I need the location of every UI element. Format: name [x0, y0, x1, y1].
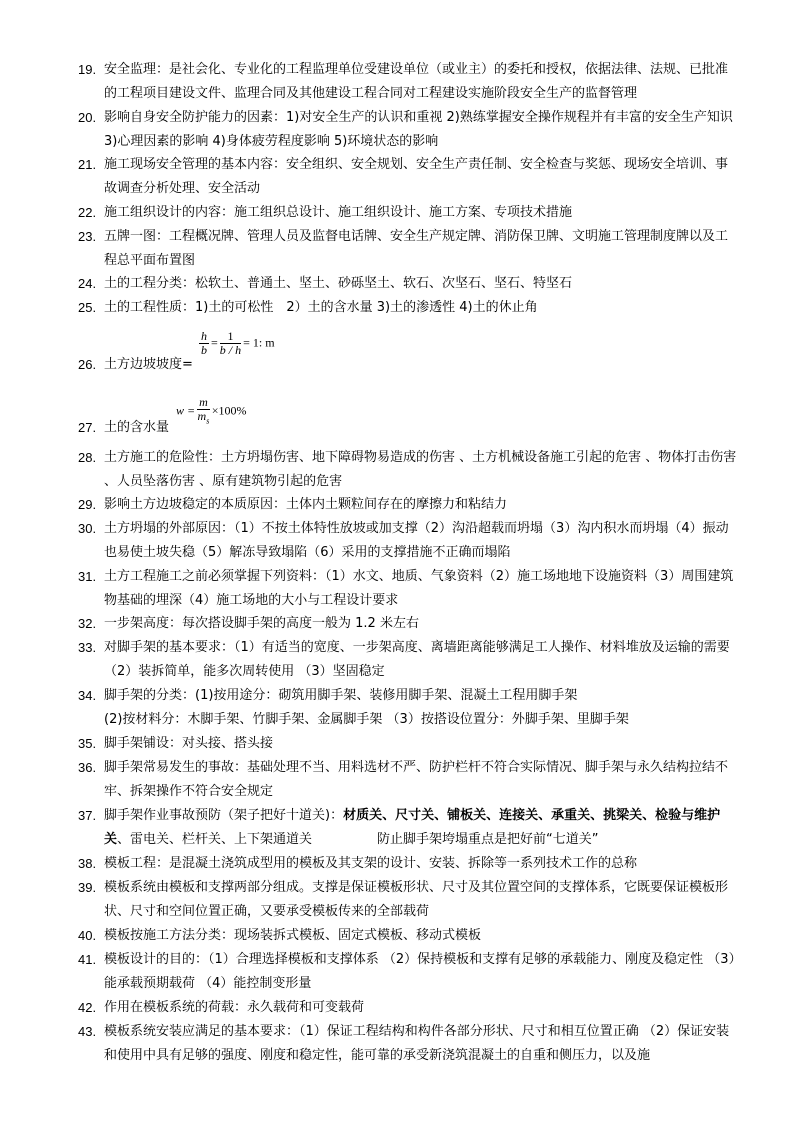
item-number: 24.: [78, 276, 97, 291]
list-item: [78, 106, 740, 154]
list-item: [78, 876, 740, 924]
item-number: 36.: [78, 760, 97, 775]
list-item: [78, 732, 740, 756]
item-text: 影响自身安全防护能力的因素：1)对安全生产的认识和重视 2)熟练掌握安全操作规程并有丰富的安全生产知识 3)心理因素的影响 4)身体疲劳程度影响 5)环境状态的影响: [104, 110, 737, 149]
item-text: 一步架高度：每次搭设脚手架的高度一般为 1.2 米左右: [104, 616, 419, 631]
item-number: 27.: [78, 420, 97, 435]
item-number: 23.: [78, 229, 97, 244]
item-number: 25.: [78, 300, 97, 315]
item-text: 脚手架的分类：(1)按用途分：砌筑用脚手架、装修用脚手架、混凝土工程用脚手架: [104, 688, 578, 703]
item-text: 脚手架常易发生的事故：基础处理不当、用料选材不严、防护栏杆不符合实际情况、脚手架与永久结构拉结不牢、拆架操作不符合安全规定: [104, 760, 729, 799]
item-number: 31.: [78, 569, 97, 584]
item-text: 五牌一图：工程概况牌、管理人员及监督电话牌、安全生产规定牌、消防保卫牌、文明施工管理制度牌以及工程总平面布置图: [104, 229, 729, 268]
list-item: [78, 1020, 740, 1068]
item-number: 42.: [78, 1000, 97, 1015]
item-number: 34.: [78, 688, 97, 703]
list-item: [78, 493, 740, 517]
item-text: 模板工程：是混凝土浇筑成型用的模板及其支架的设计、安装、拆除等一系列技术工作的总称: [104, 856, 638, 871]
emphasized-text: 材质关、尺寸关、铺板关、连接关、承重关、挑梁关、检验与维护关: [104, 808, 721, 847]
item-text: 模板设计的目的：（1）合理选择模板和支撑体系 （2）保持模板和支撑有足够的承载能力、刚度及稳定性 （3）能承载预期载荷 （4）能控制变形量: [104, 952, 736, 991]
item-number: 19.: [78, 62, 97, 77]
item-number: 43.: [78, 1024, 97, 1039]
item-number: 33.: [78, 640, 97, 655]
item-text: 模板系统安装应满足的基本要求：（1）保证工程结构和构件各部分形状、尺寸和相互位置正确 （2）保证安装和使用中具有足够的强度、刚度和稳定性，能可靠的承受新浇筑混凝土的自重和侧压力，以及施: [104, 1024, 730, 1063]
list-item: [78, 296, 740, 320]
list-item: [78, 612, 740, 636]
list-item: [78, 153, 740, 201]
list-item: [78, 636, 740, 684]
list-item: [78, 565, 740, 613]
list-item: [78, 353, 740, 377]
list-item: [78, 446, 740, 494]
item-text: 对脚手架的基本要求：（1）有适当的宽度、一步架高度、离墙距离能够满足工人操作、材料堆放及运输的需要（2）装拆简单，能多次周转使用 （3）坚固稳定: [104, 640, 730, 679]
item-number: 40.: [78, 928, 97, 943]
item-text: 土方工程施工之前必须掌握下列资料：（1）水文、地质、气象资料（2）施工场地地下设施资料（3）周围建筑物基础的埋深（4）施工场地的大小与工程设计要求: [104, 569, 734, 608]
item-text: 模板按施工方法分类：现场装拆式模板、固定式模板、移动式模板: [104, 928, 482, 943]
item-number: 21.: [78, 157, 97, 172]
item-number: 28.: [78, 450, 97, 465]
list-item: [78, 852, 740, 876]
item-number: 41.: [78, 952, 97, 967]
slope-formula: $\frac{h}{b}$ = $\frac{1}{b / h}$ = 1: m: [201, 329, 275, 357]
item-text: 土的工程分类：松软土、普通土、坚土、砂砾坚土、软石、次坚石、坚石、特坚石: [104, 276, 573, 291]
item-text: 脚手架铺设：对头接、搭头接: [104, 736, 274, 751]
item-text: 土方施工的危险性：土方坍塌伤害、地下障碍物易造成的伤害 、土方机械设备施工引起的危害 、物体打击伤害 、人员坠落伤害 、原有建筑物引起的危害: [104, 450, 741, 489]
item-number: 26.: [78, 357, 97, 372]
list-item: [78, 517, 740, 565]
item-number: 22.: [78, 205, 97, 220]
item-text: (2)按材料分：木脚手架、竹脚手架、金属脚手架 （3）按搭设位置分：外脚手架、里脚手架: [104, 712, 629, 727]
item-text: 土的工程性质：1)土的可松性 2）土的含水量 3)土的渗透性 4)土的休止角: [104, 300, 538, 315]
list-item-continuation: [78, 708, 740, 732]
list-item: [78, 924, 740, 948]
item-number: 35.: [78, 736, 97, 751]
list-item: [78, 201, 740, 225]
item-text: 影响土方边坡稳定的本质原因：土体内土颗粒间存在的摩擦力和粘结力: [104, 497, 508, 512]
item-number: 38.: [78, 856, 97, 871]
item-number: 39.: [78, 880, 97, 895]
item-text: 施工组织设计的内容：施工组织总设计、施工组织设计、施工方案、专项技术措施: [104, 205, 573, 220]
item-number: 30.: [78, 521, 97, 536]
item-text: 安全监理：是社会化、专业化的工程监理单位受建设单位（或业主）的委托和授权，依据法律、法规、已批准的工程项目建设文件、监理合同及其他建设工程合同对工程建设实施阶段安全生产的监督管理: [104, 62, 729, 101]
item-number: 37.: [78, 808, 97, 823]
item-number: 29.: [78, 497, 97, 512]
item-number: 20.: [78, 110, 97, 125]
moisture-formula: w = $\frac{m}{m_s}$ ×100%: [176, 395, 247, 426]
item-text: 作用在模板系统的荷载：永久载荷和可变载荷: [104, 1000, 365, 1015]
list-item: [78, 948, 740, 996]
list-item: [78, 225, 740, 273]
item-text: 模板系统由模板和支撑两部分组成。支撑是保证模板形状、尺寸及其位置空间的支撑体系，它既要保证模板形状、尺寸和空间位置正确，又要承受模板传来的全部载荷: [104, 880, 729, 919]
item-text: 土方边坡坡度=: [104, 357, 193, 372]
list-item: [78, 756, 740, 804]
item-text: 土的含水量: [104, 420, 170, 435]
item-number: 32.: [78, 616, 97, 631]
item-text: 脚手架作业事故预防（架子把好十道关)：材质关、尺寸关、铺板关、连接关、承重关、挑梁关、检验与维护关、雷电关、栏杆关、上下架通道关 防止脚手架垮塌重点是把好前“七道关”: [104, 808, 721, 847]
item-text: 土方坍塌的外部原因：（1）不按土体特性放坡或加支撑（2）沟沿超载而坍塌（3）沟内积水而坍塌（4）振动也易使土坡失稳（5）解冻导致塌陷（6）采用的支撑措施不正确而塌陷: [104, 521, 729, 560]
list-item: [78, 996, 740, 1020]
list-item: [78, 58, 740, 106]
list-item: [78, 272, 740, 296]
item-text: 施工现场安全管理的基本内容：安全组织、安全规划、安全生产责任制、安全检查与奖惩、现场安全培训、事故调查分析处理、安全活动: [104, 157, 729, 196]
list-item: [78, 804, 740, 852]
list-item: [78, 684, 740, 708]
